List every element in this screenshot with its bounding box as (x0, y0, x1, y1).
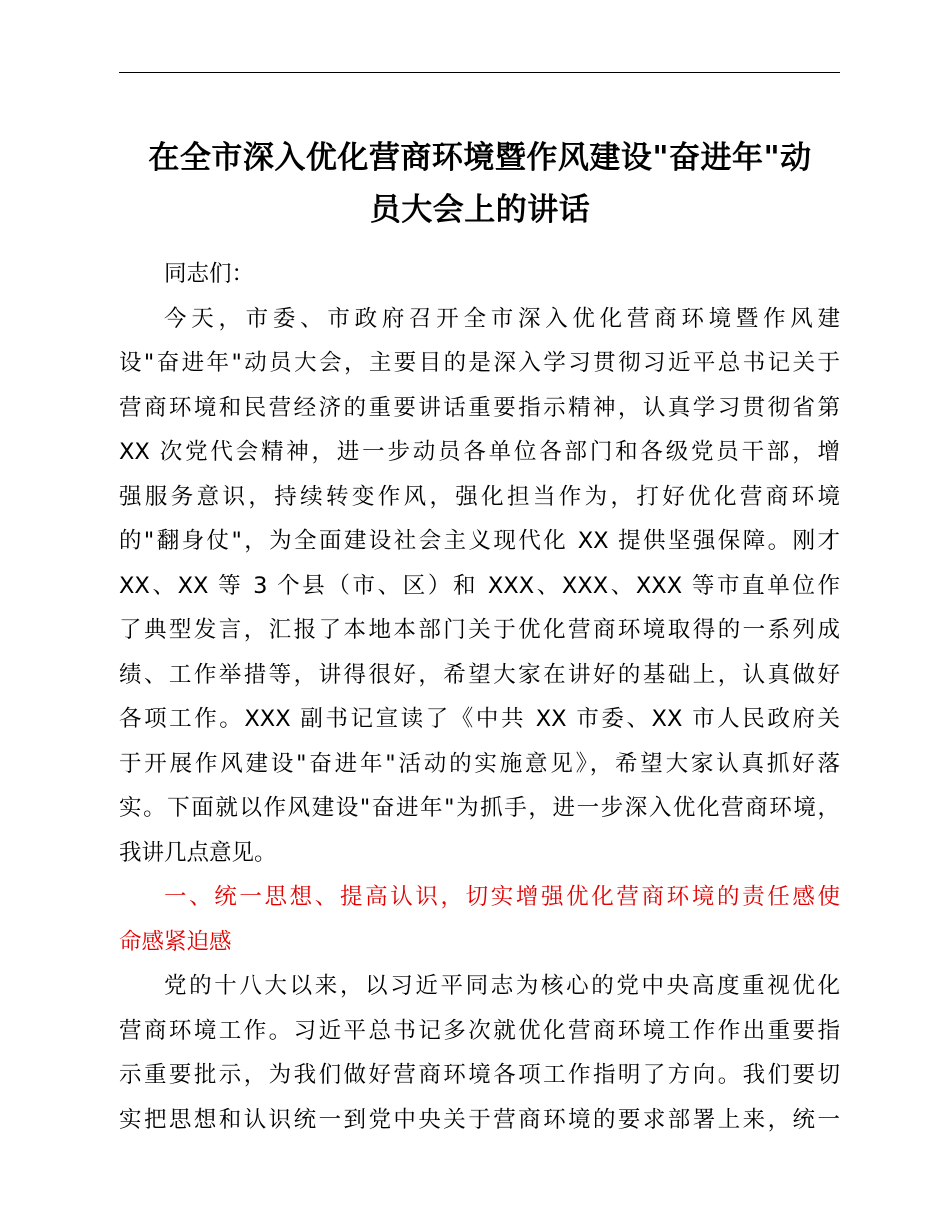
header-rule (119, 72, 840, 73)
title-line: 员大会上的讲话 (369, 192, 591, 228)
heading-line: 一、统一思想、提高认识，切实增强优化营商环境的责任感使 (164, 884, 840, 910)
paragraph-1 (119, 297, 840, 876)
paragraph-line: 今天，市委、市政府召开全市深入优化营商环境暨作风建 (164, 305, 840, 332)
salutation: 同志们： (164, 261, 255, 287)
paragraph-line: 绩、工作举措等，讲得很好，希望大家在讲好的基础上，认真做好 (119, 661, 840, 688)
paragraph-line: 设"奋进年"动员大会，主要目的是深入学习贯彻习近平总书记关于 (119, 350, 840, 376)
paragraph-line: 营商环境工作。习近平总书记多次就优化营商环境工作作出重要指 (119, 1017, 840, 1044)
paragraph-line: 各项工作。XXX 副书记宣读了《中共 XX 市委、XX 市人民政府关 (119, 706, 840, 732)
paragraph-line: XX、XX 等 3 个县（市、区）和 XXX、XXX、XXX 等市直单位作 (119, 572, 840, 599)
document-body (119, 252, 840, 1142)
document-title (110, 132, 850, 236)
paragraph-line: 实。下面就以作风建设"奋进年"为抓手，进一步深入优化营商环境， (119, 795, 840, 821)
paragraph-line: 示重要批示，为我们做好营商环境各项工作指明了方向。我们要切 (119, 1062, 840, 1088)
paragraph-line: 的"翻身仗"，为全面建设社会主义现代化 XX 提供坚强保障。刚才 (119, 528, 840, 554)
paragraph-line: 党的十八大以来，以习近平同志为核心的党中央高度重视优化 (164, 973, 840, 999)
paragraph-line: 营商环境和民营经济的重要讲话重要指示精神，认真学习贯彻省第 (119, 394, 840, 421)
paragraph-line: 我讲几点意见。 (119, 839, 277, 866)
paragraph-line: 于开展作风建设"奋进年"活动的实施意见》，希望大家认真抓好落 (119, 750, 840, 777)
heading-line: 命感紧迫感 (119, 928, 232, 955)
paragraph-line: 实把思想和认识统一到党中央关于营商环境的要求部署上来，统一 (119, 1106, 840, 1133)
paragraph-line: XX 次党代会精神，进一步动员各单位各部门和各级党员干部，增 (119, 439, 840, 465)
section-1-heading (119, 875, 840, 964)
paragraph-line: 强服务意识，持续转变作风，强化担当作为，打好优化营商环境 (119, 483, 840, 510)
paragraph-2 (119, 964, 840, 1142)
title-line: 在全市深入优化营商环境暨作风建设"奋进年"动 (148, 140, 812, 176)
paragraph-line: 了典型发言，汇报了本地本部门关于优化营商环境取得的一系列成 (119, 617, 840, 643)
